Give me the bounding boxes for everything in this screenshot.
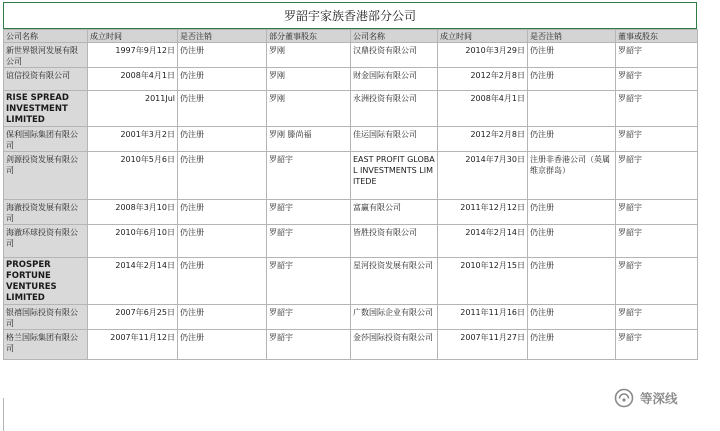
- left-border-line: [3, 398, 4, 431]
- table-cell: 2010年6月10日: [88, 225, 178, 258]
- table-cell: 仍注册: [528, 127, 616, 152]
- table-row: [4, 152, 698, 200]
- document-title: [3, 2, 697, 29]
- table-cell: 2014年2月14日: [88, 258, 178, 305]
- column-header: 董事或股东: [616, 30, 698, 43]
- table-cell: 2011年12月12日: [438, 200, 528, 225]
- table-cell: 罗韶宇: [616, 330, 698, 360]
- table-cell: 罗韶宇: [616, 258, 698, 305]
- table-cell: 海澈环球投资有限公司: [4, 225, 88, 258]
- table-row: [4, 305, 698, 330]
- table-cell: 2008年4月1日: [88, 68, 178, 91]
- table-cell: 2011Jul: [88, 91, 178, 127]
- table-cell: 星河投资发展有限公司: [351, 258, 438, 305]
- table-cell: 2001年3月2日: [88, 127, 178, 152]
- table-cell: 2012年2月8日: [438, 127, 528, 152]
- table-cell: 仍注册: [528, 68, 616, 91]
- table-cell: 罗刚: [267, 43, 351, 68]
- table-cell: 2010年12月15日: [438, 258, 528, 305]
- table-cell: 2008年4月1日: [438, 91, 528, 127]
- table-row: [4, 330, 698, 360]
- table-cell: 罗韶宇: [616, 68, 698, 91]
- table-cell: 皆胜投资有限公司: [351, 225, 438, 258]
- table-cell: EAST PROFIT GLOBAL INVESTMENTS LIMITEDE: [351, 152, 438, 200]
- table-cell: PROSPER FORTUNE VENTURES LIMITED: [4, 258, 88, 305]
- title-text: 罗韶宇家族香港部分公司: [283, 9, 416, 23]
- table-cell: 保利国际集团有限公司: [4, 127, 88, 152]
- table-cell: 格兰国际集团有限公司: [4, 330, 88, 360]
- watermark: [614, 388, 678, 408]
- table-cell: 仍注册: [178, 258, 267, 305]
- table-row: [4, 91, 698, 127]
- column-header: 公司名称: [351, 30, 438, 43]
- table-cell: 永洲投资有限公司: [351, 91, 438, 127]
- table-cell: 仍注册: [178, 225, 267, 258]
- table-cell: 2007年6月25日: [88, 305, 178, 330]
- wechat-official-account-icon: [614, 388, 634, 408]
- table-cell: 仍注册: [528, 200, 616, 225]
- table-cell: 仍注册: [178, 200, 267, 225]
- table-cell: 罗韶宇: [267, 152, 351, 200]
- table-cell: 罗韶宇: [267, 305, 351, 330]
- table-cell: 2010年3月29日: [438, 43, 528, 68]
- table-row: [4, 258, 698, 305]
- column-header: 是否注销: [178, 30, 267, 43]
- table-row: [4, 200, 698, 225]
- column-header: 部分董事股东: [267, 30, 351, 43]
- table-cell: 罗韶宇: [616, 91, 698, 127]
- table-cell: 2007年11月12日: [88, 330, 178, 360]
- table-cell: 佳运国际有限公司: [351, 127, 438, 152]
- table-cell: 仍注册: [528, 330, 616, 360]
- table-cell: 仍注册: [178, 127, 267, 152]
- table-cell: 罗韶宇: [616, 200, 698, 225]
- table-cell: 罗刚: [267, 68, 351, 91]
- table-row: [4, 127, 698, 152]
- column-header: 公司名称: [4, 30, 88, 43]
- table-cell: 仍注册: [528, 43, 616, 68]
- table-row: [4, 225, 698, 258]
- table-cell: 罗韶宇: [616, 127, 698, 152]
- table-cell: 2008年3月10日: [88, 200, 178, 225]
- table-cell: [528, 91, 616, 127]
- table-cell: 金莎国际投资有限公司: [351, 330, 438, 360]
- table-cell: 谊信投资有限公司: [4, 68, 88, 91]
- table-cell: 罗韶宇: [616, 43, 698, 68]
- table-cell: 2014年7月30日: [438, 152, 528, 200]
- table-cell: 富赢有限公司: [351, 200, 438, 225]
- table-cell: 罗韶宇: [267, 258, 351, 305]
- table-cell: 2010年5月6日: [88, 152, 178, 200]
- column-header: 成立时间: [438, 30, 528, 43]
- table-cell: 仍注册: [178, 305, 267, 330]
- table-cell: 罗韶宇: [616, 305, 698, 330]
- table-cell: RISE SPREAD INVESTMENT LIMITED: [4, 91, 88, 127]
- column-header: 成立时间: [88, 30, 178, 43]
- table-cell: 2014年2月14日: [438, 225, 528, 258]
- table-cell: 银禧国际投资有限公司: [4, 305, 88, 330]
- table-cell: 仍注册: [178, 330, 267, 360]
- table-cell: 仍注册: [178, 91, 267, 127]
- table-cell: 广数国际企业有限公司: [351, 305, 438, 330]
- table-cell: 仍注册: [528, 225, 616, 258]
- table-cell: 仍注册: [178, 43, 267, 68]
- table-cell: 2007年11月27日: [438, 330, 528, 360]
- table-cell: 罗韶宇: [616, 152, 698, 200]
- table-row: [4, 68, 698, 91]
- table-cell: 财金国际有限公司: [351, 68, 438, 91]
- table-cell: 仍注册: [178, 68, 267, 91]
- table-cell: 剑源投资发展有限公司: [4, 152, 88, 200]
- table-cell: 1997年9月12日: [88, 43, 178, 68]
- table-cell: 仍注册: [528, 258, 616, 305]
- table-cell: 2011年11月16日: [438, 305, 528, 330]
- table-cell: 罗韶宇: [267, 200, 351, 225]
- table-cell: 罗韶宇: [267, 330, 351, 360]
- table-cell: 新世界银河发展有限公司: [4, 43, 88, 68]
- table-cell: 仍注册: [528, 305, 616, 330]
- table-cell: 海澈投资发展有限公司: [4, 200, 88, 225]
- table-cell: 罗韶宇: [616, 225, 698, 258]
- company-table: [3, 29, 698, 360]
- table-row: [4, 43, 698, 68]
- header-row: [4, 30, 698, 43]
- watermark-text: 等深线: [640, 391, 678, 406]
- table-cell: 仍注册: [178, 152, 267, 200]
- table-cell: 罗韶宇: [267, 225, 351, 258]
- table-cell: 汉鼎投资有限公司: [351, 43, 438, 68]
- table-cell: 罗刚: [267, 91, 351, 127]
- column-header: 是否注销: [528, 30, 616, 43]
- table-cell: 注册非香港公司（英属维京群岛）: [528, 152, 616, 200]
- table-cell: 2012年2月8日: [438, 68, 528, 91]
- table-cell: 罗刚 滕尚福: [267, 127, 351, 152]
